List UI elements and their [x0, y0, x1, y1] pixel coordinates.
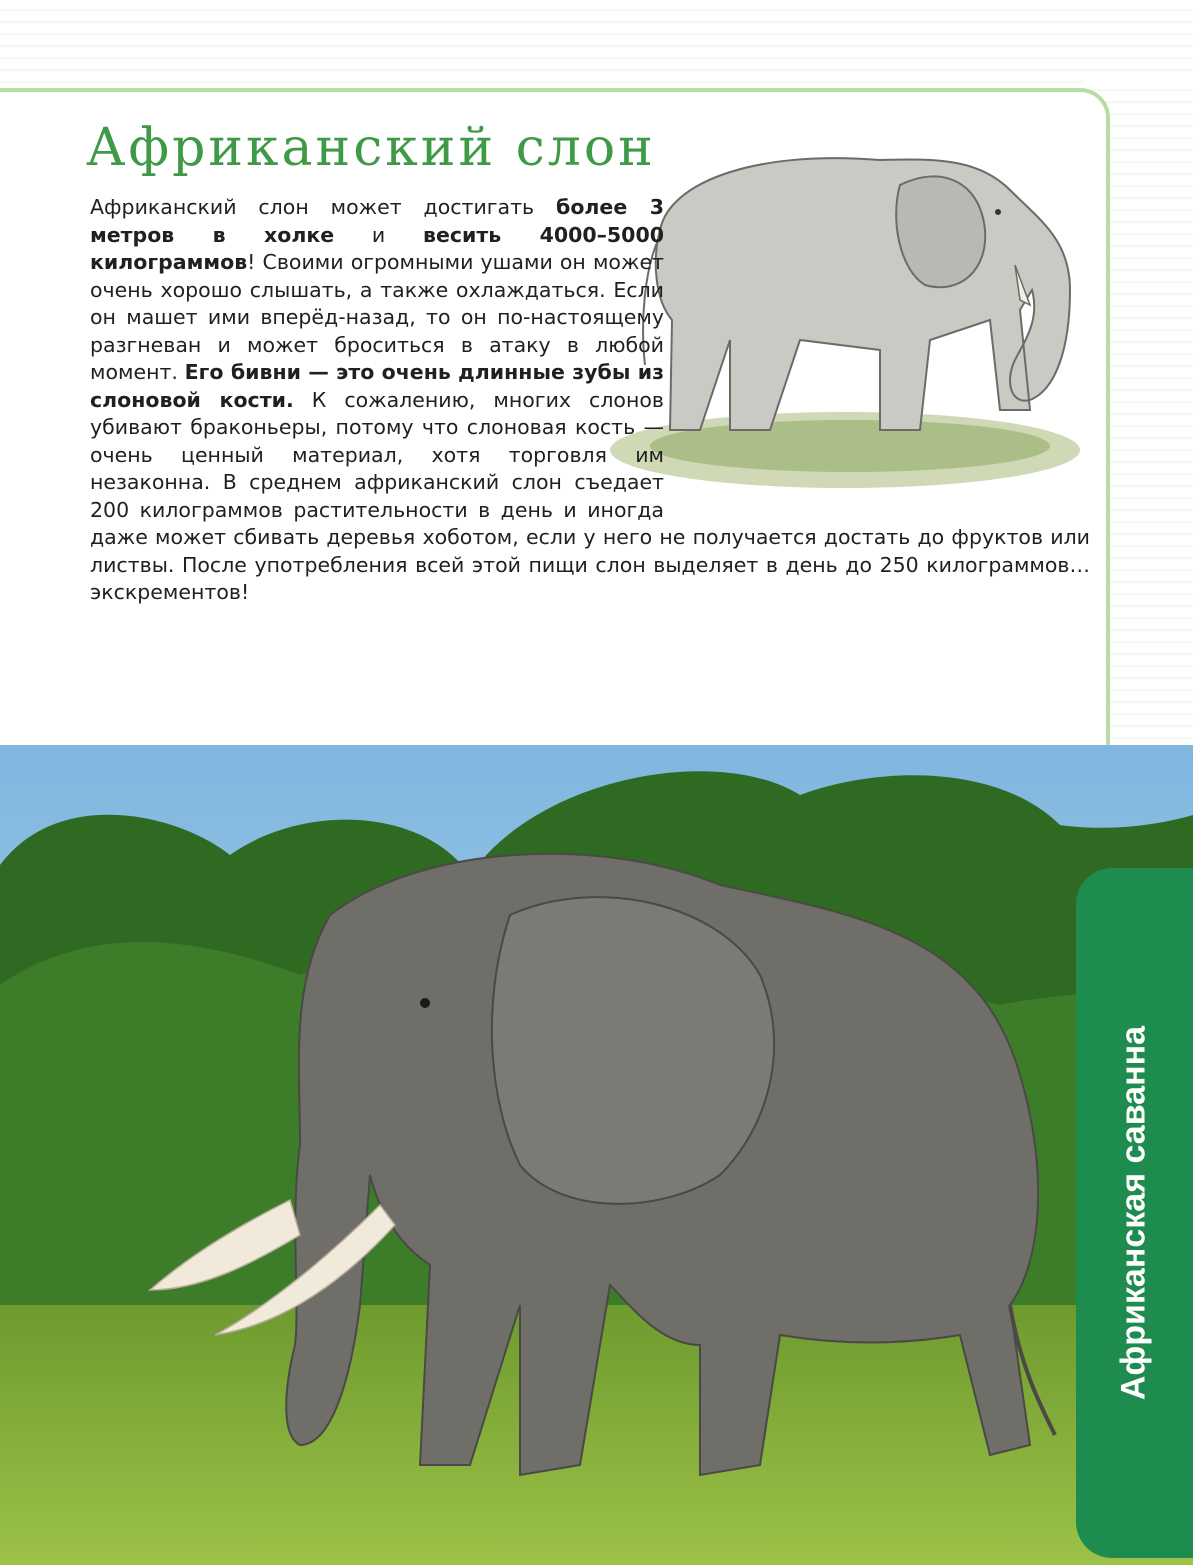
section-side-tab-label: Африканская саванна: [1114, 1025, 1153, 1401]
article-ears-text: ! Своими огромными ушами он может очень хорошо слышать, а также охлаждаться. Если он машет ими вперёд-назад, то он по-настоящему разгневан и может броситься в атаку в любой момент.: [90, 250, 664, 384]
article-tusks-fact: Его бивни — это очень длинные зубы из слоновой кости.: [90, 360, 664, 412]
page-title: Африканский слон: [86, 118, 656, 178]
article-rest-text: К сожалению, многих слонов убивают браконьеры, потому что слоновая кость — очень ценный материал, хотя торговля им незаконна. В среднем африканский слон съедает 200 килограммов растительности в день и иногда даже может сбивать деревья хоботом, если у него не получается достать до фруктов или листвы. После употребления всей этой пищи слон выделяет в день до 250 килограммов… экскрементов!: [90, 387, 1090, 604]
illustration-space: [672, 194, 1090, 524]
article-connector: и: [334, 222, 423, 247]
article-weight-fact: весить 4000–5000 килограммов: [90, 222, 664, 274]
elephant-photo: [0, 745, 1193, 1565]
wavy-background-top: [0, 0, 1193, 100]
article-height-fact: более 3 метров в холке: [90, 195, 664, 247]
article-sentence-1: Африканский слон может достигать: [90, 195, 557, 219]
article-text: [90, 194, 1090, 607]
